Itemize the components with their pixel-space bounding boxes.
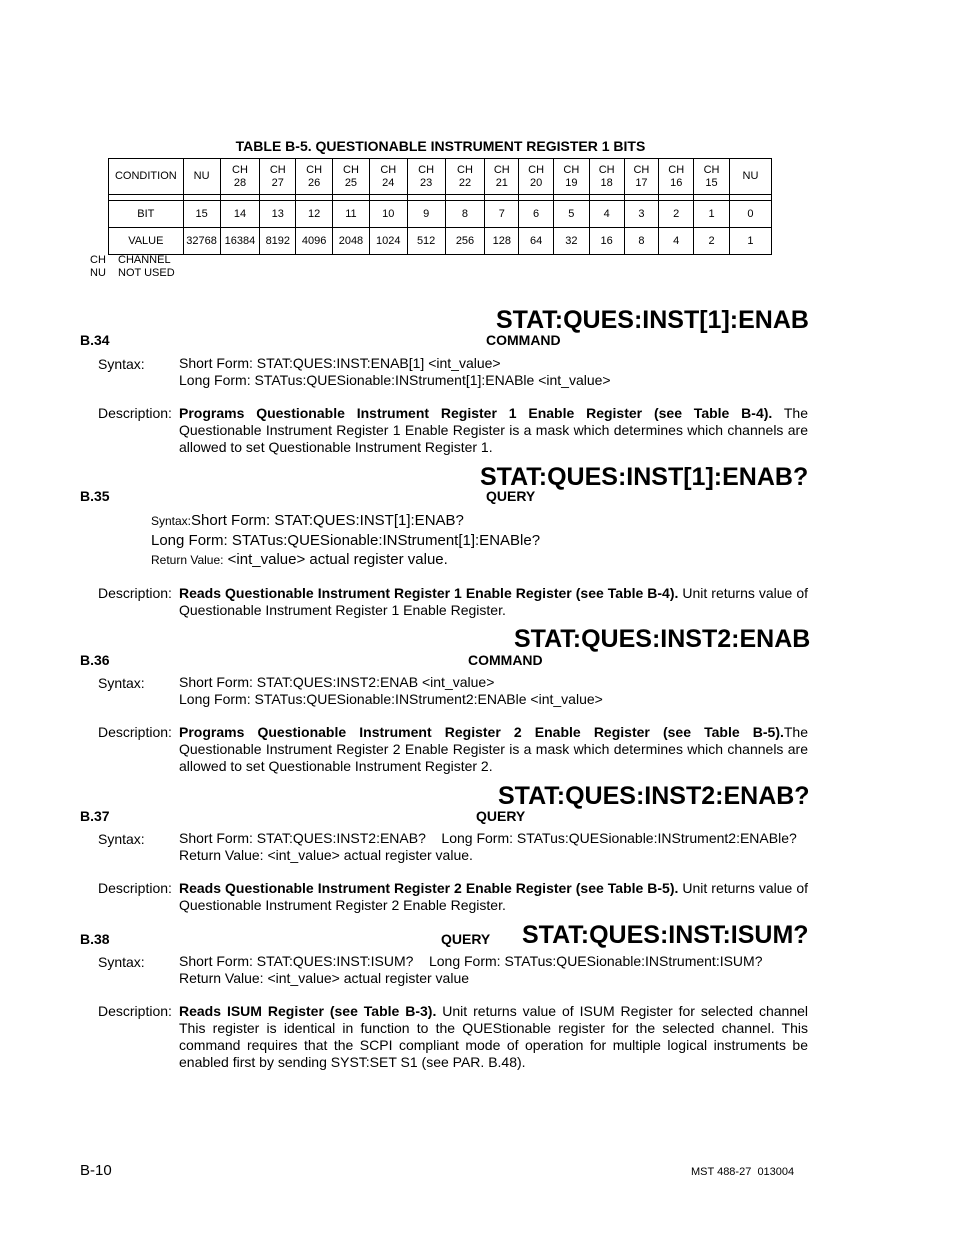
section-number: B.34	[80, 332, 110, 348]
table-title: TABLE B-5. QUESTIONABLE INSTRUMENT REGISTER 1 BITS	[235, 138, 646, 154]
document-id: MST 488-27 013004	[691, 1166, 795, 1178]
table-cell: 11	[333, 201, 370, 228]
table-cell: 2	[694, 228, 730, 255]
table-header-cell: CH 24	[369, 159, 407, 195]
legend-meaning: CHANNEL	[118, 254, 171, 266]
legend-abbr: NU	[90, 267, 106, 279]
table-cell: 1	[729, 228, 771, 255]
return-label: Return Value:	[151, 553, 224, 567]
description-label: Description:	[98, 880, 172, 896]
table-cell: 128	[485, 228, 519, 255]
description-label: Description:	[98, 724, 172, 740]
table-header-cell: CH 26	[296, 159, 333, 195]
table-cell: 6	[519, 201, 554, 228]
section-heading: STAT:QUES:INST2:ENAB	[514, 625, 811, 653]
table-header-cell: CONDITION	[109, 159, 184, 195]
table-cell: 2048	[333, 228, 370, 255]
section-type: QUERY	[441, 931, 491, 947]
return-value-text: Return Value: <int_value> actual register value	[179, 970, 470, 986]
table-cell: 8192	[260, 228, 296, 255]
table-cell: 13	[260, 201, 296, 228]
syntax-label: Syntax:	[98, 831, 145, 847]
table-header-cell: NU	[183, 159, 220, 195]
register-bits-table	[108, 158, 772, 255]
description-text	[179, 724, 808, 775]
section-heading: STAT:QUES:INST[1]:ENAB?	[480, 463, 809, 491]
section-number: B.37	[80, 808, 110, 824]
description-rest: Unit returns value of Questionable Instrument Register 2 Enable Register.	[179, 880, 809, 913]
section-heading: STAT:QUES:INST:ISUM?	[522, 921, 809, 949]
table-cell: 12	[296, 201, 333, 228]
description-label: Description:	[98, 405, 172, 421]
description-rest: The Questionable Instrument Register 1 Enable Register is a mask which determines which channels are allowed to set Questionable Instrument Register 1.	[179, 405, 808, 455]
table-cell: BIT	[109, 201, 184, 228]
syntax-forms: Short Form: STAT:QUES:INST:ISUM? Long Form: STATus:QUESionable:INStrument:ISUM?	[179, 953, 763, 969]
table-cell: 1	[694, 201, 730, 228]
table-header-cell: CH 21	[485, 159, 519, 195]
page-number: B-10	[80, 1162, 112, 1179]
description-bold: Programs Questionable Instrument Register 2 Enable Register (see Table B-5).	[179, 724, 784, 740]
table-cell: 4096	[296, 228, 333, 255]
syntax-label: Syntax:	[98, 675, 145, 691]
description-bold: Reads Questionable Instrument Register 2 Enable Register (see Table B-5).	[179, 880, 679, 896]
description-label: Description:	[98, 585, 172, 601]
table-cell: 8	[624, 228, 659, 255]
description-label: Description:	[98, 1003, 172, 1019]
description-text	[179, 880, 808, 914]
table-value-row	[109, 228, 772, 255]
description-rest: Unit returns value of Questionable Instrument Register 1 Enable Register.	[179, 585, 809, 618]
description-rest: Unit returns value of ISUM Register for selected channel This register is identical in function to the QUEStionable register for the selected channel. This command requires that the SCPI compliant mode of operation for multiple logical instruments be enabled first by sending SYST:SET S1 (see PAR. B.48).	[179, 1003, 808, 1070]
syntax-forms: Short Form: STAT:QUES:INST2:ENAB? Long Form: STATus:QUESionable:INStrument2:ENABle?	[179, 830, 797, 846]
table-cell: 3	[624, 201, 659, 228]
table-cell: VALUE	[109, 228, 184, 255]
section-number: B.38	[80, 931, 110, 947]
syntax-short-form: Short Form: STAT:QUES:INST:ENAB[1] <int_value>	[179, 355, 501, 371]
description-text	[179, 405, 808, 456]
table-header-cell: CH 17	[624, 159, 659, 195]
table-cell: 4	[659, 228, 694, 255]
table-header-cell: CH 28	[220, 159, 260, 195]
table-cell: 0	[729, 201, 771, 228]
section-heading: STAT:QUES:INST2:ENAB?	[498, 782, 810, 810]
description-text	[179, 585, 808, 619]
description-text	[179, 1003, 808, 1071]
table-header-cell: NU	[729, 159, 771, 195]
table-cell: 2	[659, 201, 694, 228]
table-cell: 32768	[183, 228, 220, 255]
description-bold: Programs Questionable Instrument Register 1 Enable Register (see Table B-4).	[179, 405, 773, 421]
table-header-cell: CH 15	[694, 159, 730, 195]
section-type: QUERY	[486, 488, 536, 504]
syntax-label: Syntax:	[151, 514, 192, 528]
table-header-cell: CH 19	[553, 159, 589, 195]
table-header-cell: CH 20	[519, 159, 554, 195]
table-header-cell: CH 16	[659, 159, 694, 195]
section-type: COMMAND	[486, 332, 561, 348]
table-cell: 14	[220, 201, 260, 228]
section-heading: STAT:QUES:INST[1]:ENAB	[496, 306, 809, 334]
syntax-label: Syntax:	[98, 954, 145, 970]
section-type: COMMAND	[468, 652, 543, 668]
table-cell: 15	[183, 201, 220, 228]
syntax-short-form: Short Form: STAT:QUES:INST[1]:ENAB?	[191, 512, 464, 529]
table-header-cell: CH 18	[589, 159, 624, 195]
table-cell: 64	[519, 228, 554, 255]
table-cell: 512	[407, 228, 445, 255]
table-cell: 9	[407, 201, 445, 228]
table-cell: 16	[589, 228, 624, 255]
table-cell: 256	[445, 228, 485, 255]
table-header-cell: CH 27	[260, 159, 296, 195]
return-value-text: Return Value: <int_value> actual register value.	[179, 847, 473, 863]
table-cell: 32	[553, 228, 589, 255]
table-header-cell: CH 23	[407, 159, 445, 195]
table-cell: 4	[589, 201, 624, 228]
description-bold: Reads Questionable Instrument Register 1 Enable Register (see Table B-4).	[179, 585, 679, 601]
table-header-cell: CH 25	[333, 159, 370, 195]
table-cell: 8	[445, 201, 485, 228]
syntax-block	[151, 511, 540, 570]
table-cell: 10	[369, 201, 407, 228]
table-cell: 7	[485, 201, 519, 228]
table-legend	[90, 254, 175, 280]
syntax-label: Syntax:	[98, 356, 145, 372]
syntax-long-form: Long Form: STATus:QUESionable:INStrument[1]:ENABle?	[151, 532, 541, 549]
table-cell: 5	[553, 201, 589, 228]
syntax-short-form: Short Form: STAT:QUES:INST2:ENAB <int_value>	[179, 674, 495, 690]
legend-abbr: CH	[90, 254, 106, 266]
return-value-text: <int_value> actual register value.	[223, 551, 448, 568]
legend-meaning: NOT USED	[118, 267, 175, 279]
syntax-long-form: Long Form: STATus:QUESionable:INStrument2:ENABle <int_value>	[179, 691, 603, 707]
section-number: B.35	[80, 488, 110, 504]
table-bit-row	[109, 201, 772, 228]
table-cell: 16384	[220, 228, 260, 255]
table-header-row	[109, 159, 772, 195]
table-header-cell: CH 22	[445, 159, 485, 195]
table-cell: 1024	[369, 228, 407, 255]
section-number: B.36	[80, 652, 110, 668]
section-type: QUERY	[476, 808, 526, 824]
description-rest: The Questionable Instrument Register 2 Enable Register is a mask which determines which channels are allowed to set Questionable Instrument Register 2.	[179, 724, 808, 774]
syntax-long-form: Long Form: STATus:QUESionable:INStrument[1]:ENABle <int_value>	[179, 372, 611, 388]
description-bold: Reads ISUM Register (see Table B-3).	[179, 1003, 437, 1019]
